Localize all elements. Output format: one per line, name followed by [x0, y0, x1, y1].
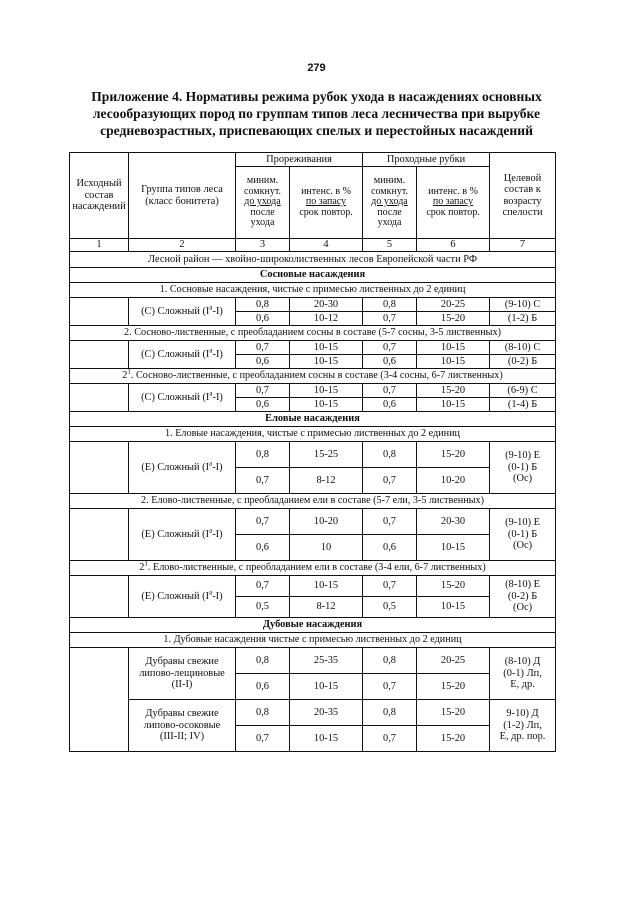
- table-cell: (9-10) С: [490, 298, 556, 312]
- header-forest-group: Группа типов леса (класс бонитета): [129, 153, 236, 239]
- table-row: [70, 442, 556, 468]
- table-cell: 0,7: [236, 576, 290, 597]
- column-number: 3: [236, 239, 290, 252]
- table-row: [70, 509, 556, 535]
- target-composition-cell: 9-10) Д (1-2) Лп, Е, др. пор.: [490, 700, 556, 752]
- group-title: 1. Еловые насаждения, чистые с примесью лиственных до 2 единиц: [70, 427, 556, 442]
- table-cell: 10-15: [417, 355, 490, 369]
- header-min-density: миним. сомкнут. до ухода после ухода: [363, 167, 417, 239]
- table-cell: 0,7: [363, 312, 417, 326]
- table-cell: 15-20: [417, 674, 490, 700]
- forest-group-cell: Дубравы свежие липово-лещиновые (II-I): [129, 648, 236, 700]
- target-composition-cell: (8-10) Д (0-1) Лп, Е, др.: [490, 648, 556, 700]
- table-cell: 0,6: [363, 535, 417, 561]
- table-cell: 0,6: [236, 535, 290, 561]
- group-title: 2. Елово-лиственные, с преобладанием ели в составе (5-7 ели, 3-5 лиственных): [70, 494, 556, 509]
- table-cell: 15-20: [417, 726, 490, 752]
- group-title: 2. Сосново-лиственные, с преобладанием сосны в составе (5-7 сосны, 3-5 лиственных): [70, 326, 556, 341]
- table-row: [70, 384, 556, 398]
- table-cell: (6-9) С: [490, 384, 556, 398]
- table-cell: 25-35: [290, 648, 363, 674]
- table-cell: 10-15: [290, 576, 363, 597]
- table-cell: 10-15: [290, 355, 363, 369]
- empty-cell: [70, 384, 129, 412]
- table-cell: 0,5: [236, 597, 290, 618]
- table-cell: (1-4) Б: [490, 398, 556, 412]
- table-cell: 8-12: [290, 468, 363, 494]
- table-row: [70, 576, 556, 597]
- forest-group-cell: (Е) Сложный $(I^а-I)$: [129, 509, 236, 561]
- forest-group-cell: (С) Сложный $(I^а-I)$: [129, 384, 236, 412]
- empty-cell: [70, 298, 129, 326]
- group-title: $2^1$. Елово-лиственные, с преобладанием ели в составе (3-4 ели, 6-7 лиственных): [70, 561, 556, 576]
- column-number: 4: [290, 239, 363, 252]
- table-cell: 10-15: [290, 341, 363, 355]
- table-cell: 8-12: [290, 597, 363, 618]
- target-composition-cell: (9-10) Е (0-1) Б (Ос): [490, 442, 556, 494]
- table-cell: 0,8: [236, 648, 290, 674]
- empty-cell: [70, 576, 129, 618]
- table-cell: 0,7: [363, 384, 417, 398]
- target-composition-cell: (9-10) Е (0-1) Б (Ос): [490, 509, 556, 561]
- section-title-oak: Дубовые насаждения: [70, 618, 556, 633]
- header-target: Целевой состав к возрасту спелости: [490, 153, 556, 239]
- table-cell: 0,8: [236, 298, 290, 312]
- empty-cell: [70, 509, 129, 561]
- table-cell: 0,8: [363, 298, 417, 312]
- table-cell: 10-15: [417, 535, 490, 561]
- table-cell: 0,7: [236, 384, 290, 398]
- empty-cell: [70, 648, 129, 752]
- table-cell: 0,5: [363, 597, 417, 618]
- table-cell: (8-10) С: [490, 341, 556, 355]
- table-cell: 0,7: [363, 674, 417, 700]
- table-cell: 20-30: [290, 298, 363, 312]
- column-number: 7: [490, 239, 556, 252]
- table-cell: 15-20: [417, 384, 490, 398]
- table-cell: 20-25: [417, 298, 490, 312]
- column-number: 5: [363, 239, 417, 252]
- column-numbers-row: [70, 239, 556, 252]
- column-number: 1: [70, 239, 129, 252]
- table-row: [70, 700, 556, 726]
- title-line: средневозрастных, приспевающих спелых и перестойных насаждений: [100, 123, 533, 138]
- table-cell: (0-2) Б: [490, 355, 556, 369]
- table-cell: 0,8: [363, 442, 417, 468]
- title-line: Приложение 4. Нормативы режима рубок ухода в насаждениях основных: [91, 89, 542, 104]
- empty-cell: [70, 341, 129, 369]
- table-cell: 0,7: [236, 341, 290, 355]
- table-cell: 10-15: [417, 597, 490, 618]
- page-number: 279: [307, 62, 326, 74]
- table-cell: 15-20: [417, 700, 490, 726]
- column-number: 6: [417, 239, 490, 252]
- table-cell: 10-20: [417, 468, 490, 494]
- table-cell: 15-20: [417, 576, 490, 597]
- table-cell: 20-30: [417, 509, 490, 535]
- table-cell: 10: [290, 535, 363, 561]
- norms-table: [69, 152, 556, 752]
- table-row: [70, 648, 556, 674]
- table-cell: 0,6: [236, 398, 290, 412]
- table-cell: 10-15: [417, 341, 490, 355]
- table-cell: 0,8: [236, 442, 290, 468]
- table-cell: 0,6: [363, 398, 417, 412]
- header-intensity: интенс. в % по запасу срок повтор.: [417, 167, 490, 239]
- table-row: [70, 341, 556, 355]
- table-cell: 15-25: [290, 442, 363, 468]
- table-cell: 10-15: [290, 674, 363, 700]
- group-title: 1. Сосновые насаждения, чистые с примесью лиственных до 2 единиц: [70, 283, 556, 298]
- region-row: Лесной район — хвойно-широколиственных лесов Европейской части РФ: [70, 252, 556, 268]
- forest-group-cell: (С) Сложный $(I^а-I)$: [129, 298, 236, 326]
- table-row: [70, 298, 556, 312]
- table-cell: 15-20: [417, 442, 490, 468]
- table-cell: 0,6: [236, 355, 290, 369]
- table-cell: 10-15: [290, 384, 363, 398]
- group-title: $2^1$. Сосново-лиственные, с преобладанием сосны в составе (3-4 сосны, 6-7 лиственных): [70, 369, 556, 384]
- forest-group-cell: (Е) Сложный $(I^а-I)$: [129, 442, 236, 494]
- forest-group-cell: (Е) Сложный $(I^а-I)$: [129, 576, 236, 618]
- table-cell: 0,7: [236, 468, 290, 494]
- table-cell: 15-20: [417, 312, 490, 326]
- table-cell: 0,7: [363, 576, 417, 597]
- table-cell: 10-15: [417, 398, 490, 412]
- header-thinning: Прореживания: [236, 153, 363, 167]
- header-row: [70, 153, 556, 167]
- table-cell: 0,7: [236, 509, 290, 535]
- table-cell: 0,8: [236, 700, 290, 726]
- table-cell: 0,8: [363, 648, 417, 674]
- group-title: 1. Дубовые насаждения чистые с примесью лиственных до 2 единиц: [70, 633, 556, 648]
- header-composition: Исходный состав насаждений: [70, 153, 129, 239]
- section-title-pine: Сосновые насаждения: [70, 268, 556, 283]
- table-cell: 0,7: [363, 726, 417, 752]
- table-cell: (1-2) Б: [490, 312, 556, 326]
- table-cell: 0,7: [363, 468, 417, 494]
- table-cell: 10-15: [290, 398, 363, 412]
- target-composition-cell: (8-10) Е (0-2) Б (Ос): [490, 576, 556, 618]
- table-cell: 20-25: [417, 648, 490, 674]
- header-passing-cuts: Проходные рубки: [363, 153, 490, 167]
- empty-cell: [70, 442, 129, 494]
- forest-group-cell: Дубравы свежие липово-осоковые (III-II; IV): [129, 700, 236, 752]
- table-cell: 10-15: [290, 726, 363, 752]
- forest-group-cell: (С) Сложный $(I^а-I)$: [129, 341, 236, 369]
- section-title-spruce: Еловые насаждения: [70, 412, 556, 427]
- header-intensity: интенс. в % по запасу срок повтор.: [290, 167, 363, 239]
- table-cell: 0,7: [363, 509, 417, 535]
- table-cell: 0,6: [363, 355, 417, 369]
- table-cell: 0,6: [236, 312, 290, 326]
- document-title: [40, 88, 593, 139]
- table-cell: 10-12: [290, 312, 363, 326]
- table-cell: 0,7: [236, 726, 290, 752]
- table-cell: 10-20: [290, 509, 363, 535]
- header-min-density: миним. сомкнут. до ухода после ухода: [236, 167, 290, 239]
- table-cell: 0,7: [363, 341, 417, 355]
- table-cell: 0,8: [363, 700, 417, 726]
- table-cell: 20-35: [290, 700, 363, 726]
- column-number: 2: [129, 239, 236, 252]
- title-line: лесообразующих пород по группам типов леса лесничества при вырубке: [92, 106, 541, 121]
- table-cell: 0,6: [236, 674, 290, 700]
